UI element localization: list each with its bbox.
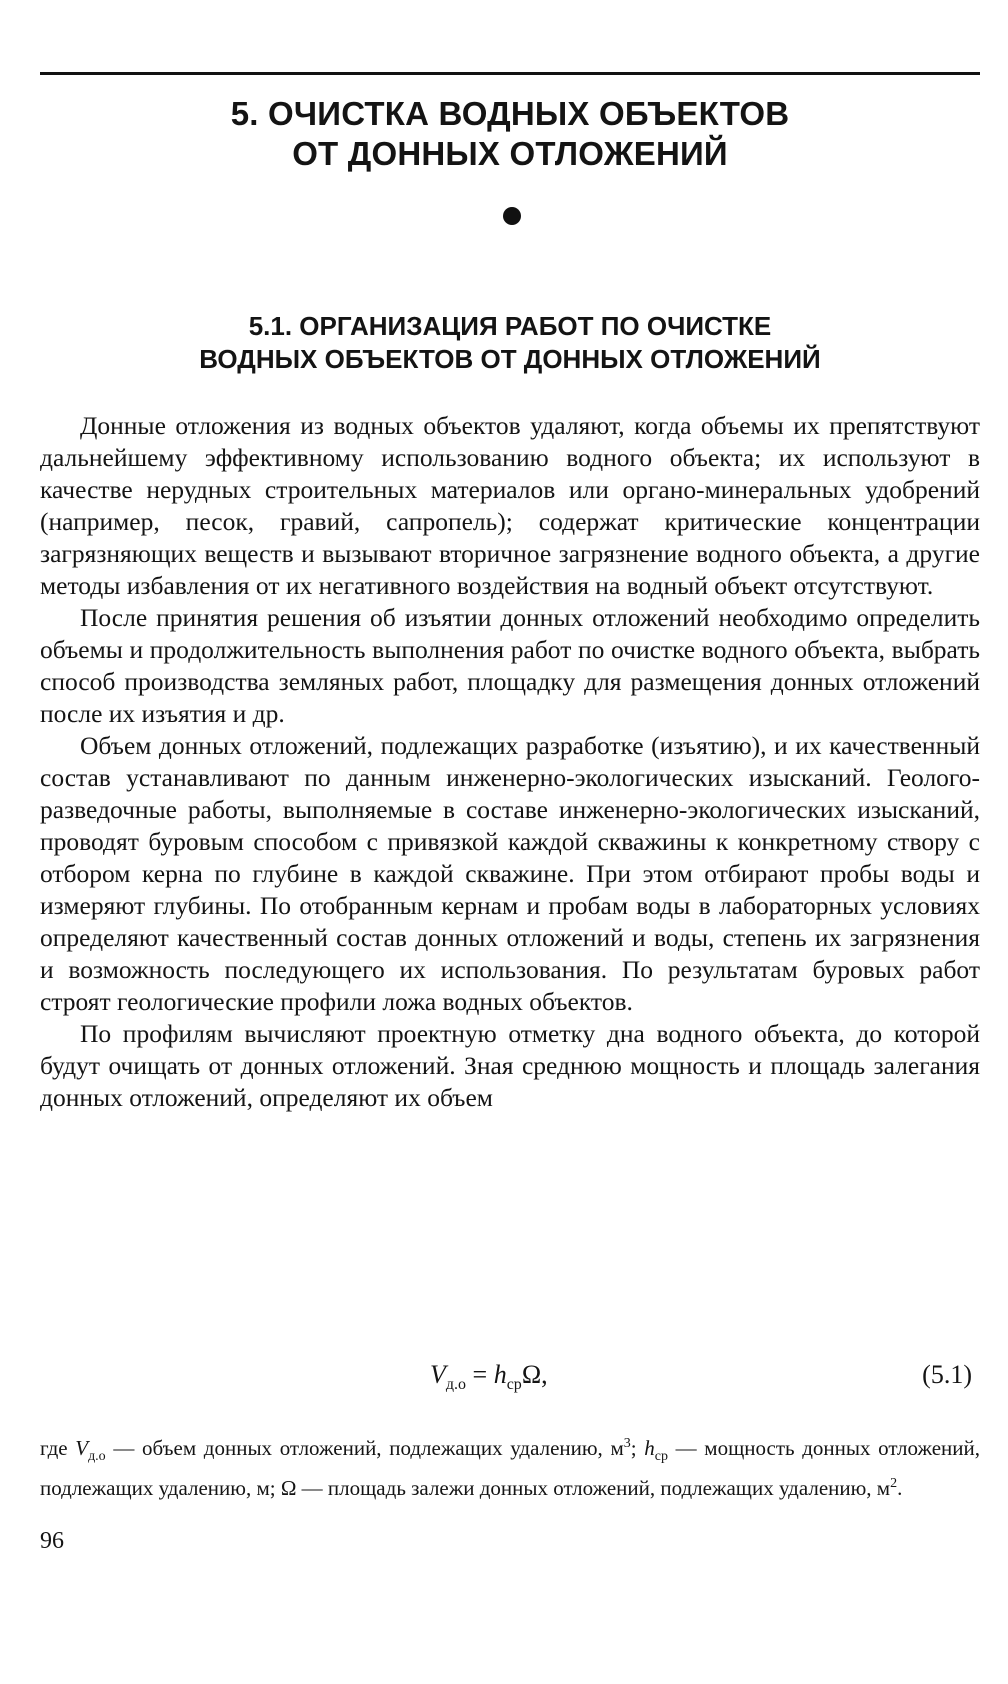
body-text — [40, 410, 980, 1114]
legend-text-3: — мощность донных отложений, подлежащих удалению, м; Ω — площадь залежи донных отложений, подлежащих удалению, м — [40, 1436, 981, 1501]
top-rule — [40, 72, 980, 75]
paragraph: После принятия решения об изъятии донных отложений необходимо определить объемы и продолжительность выполнения работ по очистке водного объекта, выбрать способ производства земляных работ, площадку для размещения донных отложений после их изъятия и др. — [40, 603, 980, 728]
legend-prefix: где — [40, 1436, 76, 1460]
formula-volume-symbol: V — [430, 1360, 446, 1389]
legend-thickness-symbol: h — [644, 1436, 655, 1460]
page-number: 96 — [40, 1528, 64, 1554]
legend-volume-subscript: д.о — [88, 1449, 106, 1465]
bullet-ornament — [503, 207, 521, 225]
equation-number: (5.1) — [922, 1360, 972, 1389]
chapter-title-line-2: ОТ ДОННЫХ ОТЛОЖЕНИЙ — [292, 135, 728, 172]
formula-thickness-symbol: h — [493, 1360, 507, 1389]
legend-sup-2: 2 — [890, 1476, 898, 1492]
paragraph: Объем донных отложений, подлежащих разработке (изъятию), и их качественный состав устанавливают по данным инженерно-экологических изысканий. Геолого-разведочные работы, выполняемые в составе инженерно-экологических изысканий, проводят буровым способом с привязкой каждой скважины к конкретному створу с отбором керна по глубине в каждой скважине. При этом отбирают пробы воды и измеряют глубины. По отобранным кернам и пробам воды в лабораторных условиях определяют качественный состав донных отложений и воды, степень их загрязнения и возможность последующего их использования. По результатам буровых работ строят геологические профили ложа водных объектов. — [40, 731, 980, 1016]
chapter-title — [40, 94, 980, 174]
formula-equals: = — [466, 1360, 494, 1389]
legend-text-4: . — [897, 1476, 903, 1501]
paragraph: По профилям вычисляют проектную отметку дна водного объекта, до которой будут очищать от донных отложений. Зная среднюю мощность и площадь залегания донных отложений, определяют их объем — [40, 1019, 980, 1112]
legend-text-1: — объем донных отложений, подлежащих удалению, м — [105, 1436, 624, 1460]
formula-legend — [40, 1430, 980, 1502]
section-title-line-2: ВОДНЫХ ОБЪЕКТОВ ОТ ДОННЫХ ОТЛОЖЕНИЙ — [199, 344, 821, 374]
legend-thickness-subscript: ср — [654, 1449, 668, 1465]
legend-volume-symbol: V — [75, 1436, 89, 1460]
formula-area-symbol: Ω, — [521, 1360, 548, 1389]
legend-text-2: ; — [630, 1436, 645, 1460]
chapter-title-line-1: 5. ОЧИСТКА ВОДНЫХ ОБЪЕКТОВ — [230, 95, 790, 132]
formula-volume-subscript: д.о — [445, 1376, 467, 1394]
book-page — [40, 0, 980, 1684]
section-title-line-1: 5.1. ОРГАНИЗАЦИЯ РАБОТ ПО ОЧИСТКЕ — [248, 311, 772, 341]
paragraph: Донные отложения из водных объектов удаляют, когда объемы их препятствуют дальнейшему эффективному использованию водного объекта; их используют в качестве нерудных строительных материалов или органо-минеральных удобрений (например, песок, гравий, сапропель); содержат критические концентрации загрязняющих веществ и вызывают вторичное загрязнение водного объекта, а другие методы избавления от их негативного воздействия на водный объект отсутствуют. — [40, 411, 980, 600]
formula — [430, 1360, 548, 1394]
legend-sup-1: 3 — [623, 1436, 631, 1451]
formula-row — [40, 1360, 980, 1400]
section-title — [40, 310, 980, 376]
formula-thickness-subscript: ср — [506, 1376, 522, 1394]
